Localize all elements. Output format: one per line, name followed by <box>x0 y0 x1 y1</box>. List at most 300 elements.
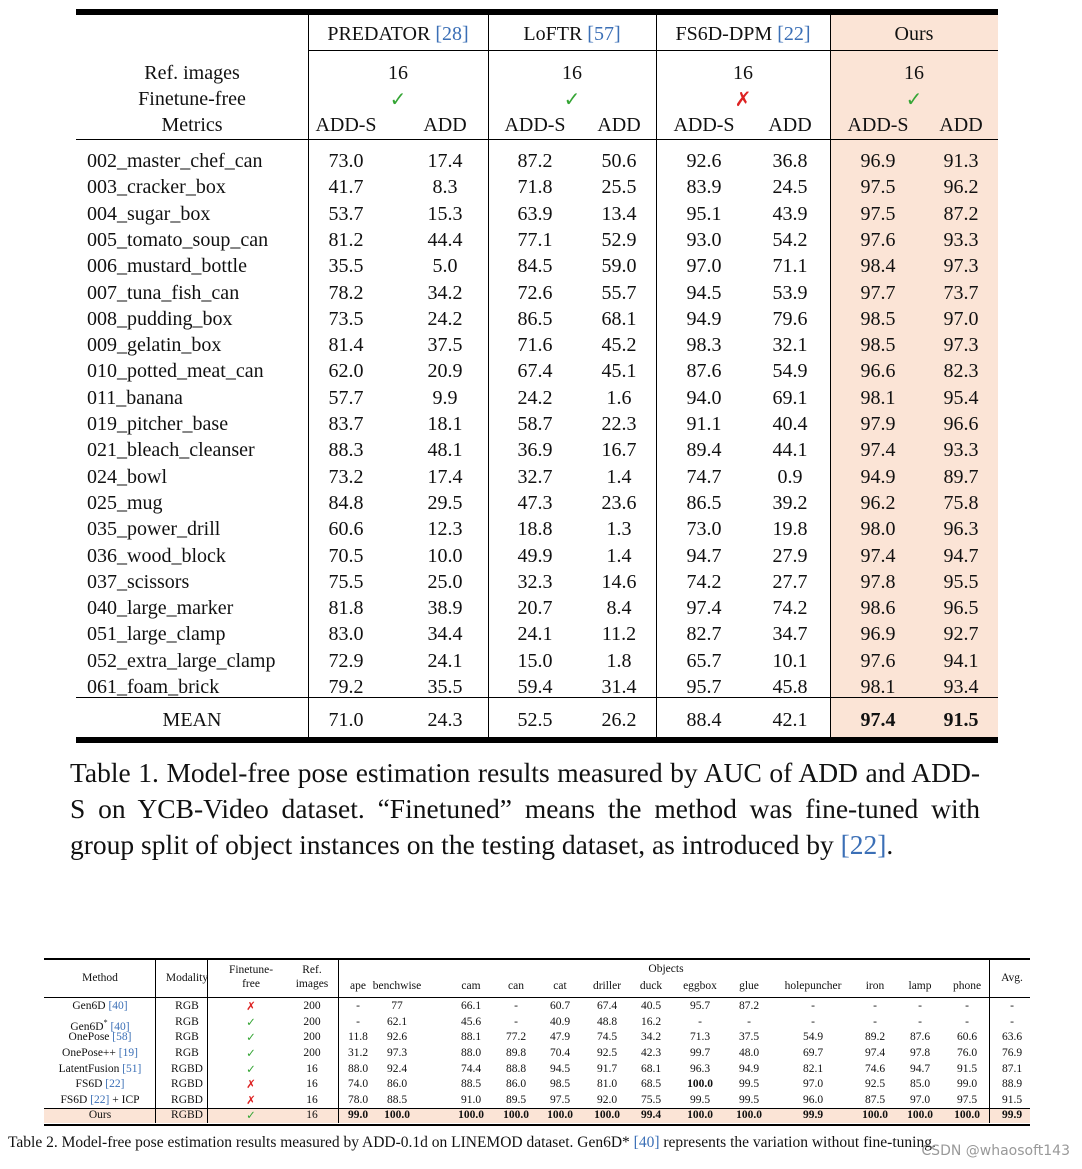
method-header: LoFTR [57] <box>523 23 621 45</box>
avg-cell: 99.9 <box>1001 1109 1023 1121</box>
value-cell: 98.3 <box>686 334 722 357</box>
value-cell: 100.0 <box>547 1109 573 1121</box>
method-name: Gen6D [40] <box>72 1000 128 1012</box>
value-cell: 88.5 <box>386 1094 408 1106</box>
value-cell: 99.5 <box>689 1094 711 1106</box>
value-cell: 87.6 <box>686 360 722 383</box>
ref-images-cell: 200 <box>303 1016 321 1028</box>
metric-header: ADD-S <box>504 114 566 136</box>
value-cell: 75.5 <box>328 570 364 593</box>
value-cell: 96.3 <box>689 1063 711 1075</box>
value-cell: 100.0 <box>954 1109 980 1121</box>
value-cell: 40.5 <box>640 1000 662 1012</box>
value-cell: 60.6 <box>328 518 364 541</box>
value-cell: - <box>873 1000 877 1012</box>
ref-images-cell: 16 <box>306 1063 318 1075</box>
check-icon: ✓ <box>246 1108 256 1122</box>
object-name: 040_large_marker <box>87 597 234 620</box>
value-cell: - <box>698 1016 702 1028</box>
object-header: ape <box>350 980 366 992</box>
value-cell: 92.0 <box>596 1094 618 1106</box>
value-cell: 89.2 <box>864 1031 886 1043</box>
metric-header: ADD <box>768 114 812 136</box>
value-cell: 20.7 <box>517 597 553 620</box>
value-cell: 94.9 <box>860 465 896 488</box>
value-cell: 27.7 <box>772 570 808 593</box>
value-cell: 16.2 <box>640 1016 662 1028</box>
value-cell: 73.0 <box>328 150 364 172</box>
value-cell: 100.0 <box>687 1109 713 1121</box>
object-header: cam <box>461 980 481 992</box>
value-cell: 24.5 <box>772 176 808 199</box>
objects-header: Objects <box>648 963 684 975</box>
value-cell: 27.9 <box>772 544 808 567</box>
check-icon: ✓ <box>246 1015 256 1029</box>
value-cell: 100.0 <box>862 1109 888 1121</box>
metric-header: ADD <box>423 114 467 136</box>
value-cell: 74.4 <box>460 1063 482 1075</box>
value-cell: 8.4 <box>606 597 632 620</box>
value-cell: 98.1 <box>860 676 896 698</box>
modality-cell: RGB <box>175 1031 199 1043</box>
value-cell: 74.7 <box>686 465 722 488</box>
value-cell: 83.0 <box>328 623 364 646</box>
value-cell: 42.3 <box>640 1047 662 1059</box>
value-cell: 11.8 <box>348 1031 368 1043</box>
value-cell: 88.3 <box>328 439 364 462</box>
citation-link[interactable]: [51] <box>122 1063 142 1075</box>
object-header: iron <box>865 980 885 992</box>
citation-link[interactable]: [22] <box>777 23 811 45</box>
value-cell: - <box>873 1016 877 1028</box>
value-cell: 34.7 <box>772 623 808 646</box>
citation-link[interactable]: [22] <box>105 1078 125 1090</box>
ref-images-cell: 16 <box>306 1094 318 1106</box>
value-cell: 98.4 <box>860 255 896 278</box>
value-cell: 91.3 <box>943 150 979 172</box>
value-cell: 58.7 <box>517 413 553 435</box>
metric-header: ADD <box>597 114 641 136</box>
value-cell: 12.3 <box>427 518 463 541</box>
value-cell: 62.0 <box>328 360 364 383</box>
check-icon: ✓ <box>246 1046 256 1060</box>
value-cell: 40.4 <box>772 413 808 435</box>
ref-images-cell: 16 <box>306 1078 318 1090</box>
row-label: Ref. images <box>144 62 240 84</box>
value-cell: 66.1 <box>460 1000 482 1012</box>
table-2-caption: Table 2. Model-free pose estimation results measured by ADD-0.1d on LINEMOD dataset. Gen6D* [40] represents the variation without fine-tuning. <box>8 1134 936 1151</box>
value-cell: 73.5 <box>328 307 364 330</box>
value-cell: 81.0 <box>596 1078 618 1090</box>
value-cell: 24.2 <box>427 307 463 330</box>
value-cell: 92.6 <box>686 150 722 172</box>
column-divider <box>488 15 489 737</box>
value-cell: 99.9 <box>802 1109 824 1121</box>
value-cell: 73.2 <box>328 465 364 488</box>
value-cell: 1.4 <box>606 544 632 567</box>
object-name: 061_foam_brick <box>87 676 220 698</box>
value-cell: 91.0 <box>460 1094 482 1106</box>
value-cell: 35.5 <box>427 676 463 698</box>
value-cell: 68.1 <box>601 307 637 330</box>
citation-link[interactable]: [22] <box>840 829 887 860</box>
value-cell: 67.4 <box>596 1000 618 1012</box>
avg-cell: 63.6 <box>1001 1031 1023 1043</box>
object-name: 004_sugar_box <box>87 202 211 225</box>
value-cell: 60.6 <box>956 1031 978 1043</box>
value-cell: 94.9 <box>686 307 722 330</box>
value-cell: 19.8 <box>772 518 808 541</box>
value-cell: 82.3 <box>943 360 979 383</box>
value-cell: 95.5 <box>943 570 979 593</box>
value-cell: 97.4 <box>864 1047 886 1059</box>
value-cell: 85.0 <box>909 1078 931 1090</box>
value-cell: 98.5 <box>860 307 896 330</box>
column-header: Method <box>82 972 118 984</box>
value-cell: - <box>918 1000 922 1012</box>
ref-images-cell: 16 <box>306 1109 318 1121</box>
value-cell: 77.2 <box>505 1031 527 1043</box>
method-name: FS6D [22] + ICP <box>60 1094 140 1106</box>
check-icon: ✓ <box>246 1062 256 1076</box>
value-cell: 24.1 <box>517 623 553 646</box>
value-cell: 74.5 <box>596 1031 618 1043</box>
value-cell: 97.4 <box>860 439 896 462</box>
value-cell: 38.9 <box>427 597 463 620</box>
value-cell: 91.5 <box>956 1063 978 1075</box>
value-cell: 43.9 <box>772 202 808 225</box>
mean-value: 24.3 <box>427 709 463 731</box>
value-cell: 25.0 <box>427 570 463 593</box>
column-divider <box>155 960 156 1123</box>
table-2 <box>44 958 1030 1126</box>
column-divider <box>338 960 339 1123</box>
value-cell: 100.0 <box>687 1078 713 1090</box>
value-cell: 94.7 <box>686 544 722 567</box>
value-cell: 98.6 <box>860 597 896 620</box>
value-cell: 10.1 <box>772 649 808 672</box>
value-cell: 72.6 <box>517 281 553 304</box>
cross-icon: ✗ <box>246 1077 256 1091</box>
value-cell: 0.9 <box>777 465 803 488</box>
value-cell: 45.8 <box>772 676 808 698</box>
value-cell: 44.1 <box>772 439 808 462</box>
value-cell: 92.5 <box>864 1078 886 1090</box>
value-cell: 67.4 <box>517 360 553 383</box>
value-cell: 96.2 <box>943 176 979 199</box>
value-cell: 72.9 <box>328 649 364 672</box>
ref-images-value: 16 <box>388 62 408 84</box>
value-cell: - <box>514 1000 518 1012</box>
value-cell: 83.9 <box>686 176 722 199</box>
value-cell: 86.5 <box>686 491 722 514</box>
value-cell: 41.7 <box>328 176 364 199</box>
citation-link[interactable]: [28] <box>435 23 469 45</box>
value-cell: 73.0 <box>686 518 722 541</box>
value-cell: 97.0 <box>943 307 979 330</box>
citation-link[interactable]: [40] <box>108 1000 128 1012</box>
value-cell: 89.7 <box>943 465 979 488</box>
value-cell: 94.9 <box>738 1063 760 1075</box>
value-cell: 86.0 <box>386 1078 408 1090</box>
value-cell: - <box>918 1016 922 1028</box>
value-cell: 98.0 <box>860 518 896 541</box>
value-cell: 54.9 <box>802 1031 824 1043</box>
value-cell: 8.3 <box>432 176 458 199</box>
metric-header: ADD-S <box>315 114 377 136</box>
column-header: Ref. <box>302 964 322 976</box>
value-cell: 75.5 <box>640 1094 662 1106</box>
value-cell: 15.3 <box>427 202 463 225</box>
value-cell: 68.1 <box>640 1063 662 1075</box>
ref-images-value: 16 <box>733 62 753 84</box>
avg-cell: 91.5 <box>1001 1094 1023 1106</box>
value-cell: 76.0 <box>956 1047 978 1059</box>
method-name: OnePose++ [19] <box>62 1047 138 1059</box>
column-divider <box>830 15 831 737</box>
citation-link[interactable]: [40] <box>110 1020 130 1033</box>
value-cell: 1.4 <box>606 465 632 488</box>
object-name: 003_cracker_box <box>87 176 226 199</box>
ref-images-value: 16 <box>904 62 924 84</box>
method-header: PREDATOR [28] <box>327 23 469 45</box>
mean-value: 97.4 <box>860 709 896 731</box>
object-name: 006_mustard_bottle <box>87 255 247 278</box>
value-cell: 96.5 <box>943 597 979 620</box>
value-cell: 32.7 <box>517 465 553 488</box>
object-name: 021_bleach_cleanser <box>87 439 255 462</box>
value-cell: 57.7 <box>328 386 364 409</box>
value-cell: 35.5 <box>328 255 364 278</box>
value-cell: 71.8 <box>517 176 553 199</box>
column-header: Finetune- <box>228 964 274 976</box>
object-name: 051_large_clamp <box>87 623 226 646</box>
value-cell: 54.2 <box>772 228 808 251</box>
value-cell: 97.4 <box>686 597 722 620</box>
value-cell: 91.1 <box>686 413 722 435</box>
check-icon: ✓ <box>563 87 581 111</box>
value-cell: 47.9 <box>549 1031 571 1043</box>
value-cell: - <box>811 1016 815 1028</box>
citation-link[interactable]: [40] <box>633 1134 660 1151</box>
value-cell: 96.6 <box>860 360 896 383</box>
value-cell: 1.3 <box>606 518 632 541</box>
value-cell: 88.8 <box>505 1063 527 1075</box>
value-cell: 88.1 <box>460 1031 482 1043</box>
value-cell: 77.1 <box>517 228 553 251</box>
value-cell: 97.4 <box>860 544 896 567</box>
method-name: LatentFusion [51] <box>58 1063 142 1075</box>
ref-images-cell: 200 <box>303 1000 321 1012</box>
value-cell: 93.3 <box>943 228 979 251</box>
object-header: benchwise <box>372 980 422 992</box>
value-cell: 53.9 <box>772 281 808 304</box>
header-rule <box>44 997 1030 998</box>
value-cell: 34.2 <box>640 1031 662 1043</box>
modality-cell: RGBD <box>171 1094 203 1106</box>
method-header: Ours <box>894 23 934 45</box>
avg-cell: 76.9 <box>1001 1047 1023 1059</box>
object-name: 037_scissors <box>87 570 190 593</box>
value-cell: 100.0 <box>384 1109 410 1121</box>
value-cell: - <box>356 1000 360 1012</box>
value-cell: 97.8 <box>860 570 896 593</box>
value-cell: 74.6 <box>864 1063 886 1075</box>
value-cell: - <box>811 1000 815 1012</box>
value-cell: 79.2 <box>328 676 364 698</box>
check-icon: ✓ <box>905 87 923 111</box>
value-cell: 82.7 <box>686 623 722 646</box>
column-divider <box>308 15 309 737</box>
value-cell: 97.3 <box>386 1047 408 1059</box>
metric-header: ADD-S <box>673 114 735 136</box>
value-cell: 81.2 <box>328 228 364 251</box>
avg-cell: - <box>1010 1016 1014 1028</box>
value-cell: 71.1 <box>772 255 808 278</box>
value-cell: 36.8 <box>772 150 808 172</box>
value-cell: 15.0 <box>517 649 553 672</box>
value-cell: 74.2 <box>772 597 808 620</box>
value-cell: 31.2 <box>347 1047 369 1059</box>
value-cell: 98.5 <box>860 334 896 357</box>
object-header: phone <box>952 980 982 992</box>
value-cell: - <box>747 1016 751 1028</box>
value-cell: 23.6 <box>601 491 637 514</box>
object-name: 008_pudding_box <box>87 307 233 330</box>
value-cell: 36.9 <box>517 439 553 462</box>
watermark: CSDN @whaosoft143 <box>921 1143 1070 1159</box>
value-cell: 86.5 <box>517 307 553 330</box>
avg-cell: 88.9 <box>1001 1078 1023 1090</box>
column-header: Modality <box>165 972 209 984</box>
object-name: 052_extra_large_clamp <box>87 649 276 672</box>
value-cell: 99.5 <box>738 1094 760 1106</box>
value-cell: 13.4 <box>601 202 637 225</box>
value-cell: 16.7 <box>601 439 637 462</box>
value-cell: 81.8 <box>328 597 364 620</box>
value-cell: - <box>965 1000 969 1012</box>
value-cell: 96.3 <box>943 518 979 541</box>
value-cell: 25.5 <box>601 176 637 199</box>
value-cell: 45.6 <box>460 1016 482 1028</box>
mean-value: 71.0 <box>328 709 364 731</box>
value-cell: 69.1 <box>772 386 808 409</box>
value-cell: 93.3 <box>943 439 979 462</box>
value-cell: 88.0 <box>347 1063 369 1075</box>
modality-cell: RGB <box>175 1047 199 1059</box>
value-cell: 20.9 <box>427 360 463 383</box>
value-cell: 83.7 <box>328 413 364 435</box>
value-cell: 93.4 <box>943 676 979 698</box>
value-cell: 78.0 <box>347 1094 369 1106</box>
value-cell: 95.7 <box>689 1000 711 1012</box>
value-cell: 98.1 <box>860 386 896 409</box>
value-cell: 97.6 <box>860 649 896 672</box>
value-cell: 82.1 <box>802 1063 824 1075</box>
value-cell: 97.3 <box>943 334 979 357</box>
value-cell: 17.4 <box>427 465 463 488</box>
value-cell: 48.1 <box>427 439 463 462</box>
value-cell: 31.4 <box>601 676 637 698</box>
object-header: cat <box>553 980 567 992</box>
value-cell: 62.1 <box>386 1016 408 1028</box>
avg-cell: 87.1 <box>1001 1063 1023 1075</box>
value-cell: 87.5 <box>864 1094 886 1106</box>
value-cell: 100.0 <box>594 1109 620 1121</box>
value-cell: 17.4 <box>427 150 463 172</box>
value-cell: 75.8 <box>943 491 979 514</box>
ref-images-cell: 200 <box>303 1047 321 1059</box>
citation-link[interactable]: [58] <box>112 1031 132 1043</box>
metric-header: ADD <box>939 114 983 136</box>
value-cell: 1.6 <box>606 386 632 409</box>
ref-images-value: 16 <box>562 62 582 84</box>
value-cell: 88.5 <box>460 1078 482 1090</box>
row-label: Metrics <box>161 114 223 136</box>
value-cell: 49.9 <box>517 544 553 567</box>
citation-link[interactable]: [22] <box>90 1094 110 1106</box>
citation-link[interactable]: [57] <box>587 23 621 45</box>
cross-icon: ✗ <box>246 999 256 1013</box>
value-cell: 9.9 <box>432 386 458 409</box>
method-name: Ours <box>88 1109 112 1121</box>
value-cell: 92.5 <box>596 1047 618 1059</box>
mean-label: MEAN <box>162 709 222 731</box>
value-cell: 34.4 <box>427 623 463 646</box>
value-cell: 10.0 <box>427 544 463 567</box>
column-divider <box>656 15 657 737</box>
object-header: duck <box>639 980 663 992</box>
value-cell: 97.5 <box>549 1094 571 1106</box>
value-cell: 24.2 <box>517 386 553 409</box>
modality-cell: RGBD <box>171 1078 203 1090</box>
row-label: Finetune-free <box>138 88 246 110</box>
method-name: FS6D [22] <box>75 1078 125 1090</box>
value-cell: 99.0 <box>347 1109 369 1121</box>
method-header: FS6D-DPM [22] <box>675 23 811 45</box>
value-cell: 24.1 <box>427 649 463 672</box>
value-cell: 94.7 <box>943 544 979 567</box>
value-cell: 69.7 <box>802 1047 824 1059</box>
value-cell: 47.3 <box>517 491 553 514</box>
value-cell: 89.4 <box>686 439 722 462</box>
value-cell: 68.5 <box>640 1078 662 1090</box>
mean-value: 91.5 <box>943 709 979 731</box>
value-cell: 96.9 <box>860 150 896 172</box>
metric-header: ADD-S <box>847 114 909 136</box>
value-cell: 55.7 <box>601 281 637 304</box>
cross-icon: ✗ <box>246 1093 256 1107</box>
value-cell: 74.0 <box>347 1078 369 1090</box>
value-cell: 97.0 <box>802 1078 824 1090</box>
object-name: 035_power_drill <box>87 518 221 541</box>
citation-link[interactable]: [19] <box>118 1047 138 1059</box>
header-rule <box>308 50 998 51</box>
mean-value: 52.5 <box>517 709 553 731</box>
object-header: holepuncher <box>784 980 842 992</box>
method-name: Gen6D* [40] <box>70 1018 130 1033</box>
value-cell: 95.1 <box>686 202 722 225</box>
value-cell: 99.4 <box>640 1109 662 1121</box>
value-cell: 50.6 <box>601 150 637 172</box>
value-cell: 87.2 <box>517 150 553 172</box>
object-name: 007_tuna_fish_can <box>87 281 240 304</box>
value-cell: 32.3 <box>517 570 553 593</box>
value-cell: 97.6 <box>860 228 896 251</box>
value-cell: 70.5 <box>328 544 364 567</box>
value-cell: 29.5 <box>427 491 463 514</box>
value-cell: 84.5 <box>517 255 553 278</box>
